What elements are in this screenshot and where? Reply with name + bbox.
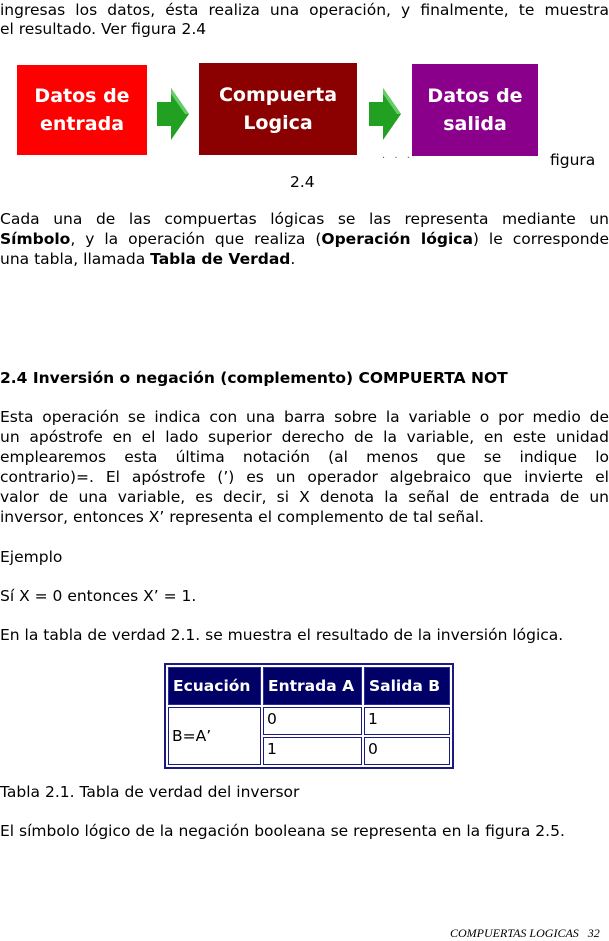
decorative-dots: . . . [382,150,413,161]
table-row [168,707,450,735]
arrow-right-icon [369,88,401,140]
table-header-row [168,667,450,705]
figure-caption-word: figura [550,151,596,169]
para2-line-2: un apóstrofe en el lado superior derecho de la variable, en este unidad [0,428,609,446]
para3-line: En la tabla de verdad 2.1. se muestra el resultado de la inversión lógica. [0,626,564,644]
output-cell: 0 [364,737,450,765]
para2-line-5: valor de una variable, es decir, si X denota la señal de entrada de un [0,488,609,506]
output-box-line-1: Datos de [427,85,523,107]
para1-text: una tabla, llamada [0,250,151,268]
table-caption: Tabla 2.1. Tabla de verdad del inversor [0,783,300,801]
output-box-line-2: salida [443,113,507,135]
equation-cell: B=A’ [168,707,261,765]
example-label: Ejemplo [0,548,63,566]
truth-table [164,663,454,769]
input-cell: 1 [263,737,362,765]
para1-line-2 [0,229,609,249]
para1-text: , y la operación que realiza ( [70,230,322,248]
input-box-line-2: entrada [39,113,125,135]
para2-line-4: contrario)=. El apóstrofe (’) es un operador algebraico que invierte el [0,468,609,486]
header-ecuacion: Ecuación [168,667,261,705]
logic-gate-box [199,63,357,155]
output-cell: 1 [364,707,450,735]
section-heading: 2.4 Inversión o negación (complemento) COMPUERTA NOT [0,369,508,387]
gate-box-line-1: Compuerta [218,84,338,106]
intro-line-1: ingresas los datos, ésta realiza una operación, y finalmente, te muestra [0,1,609,19]
para4-line: El símbolo lógico de la negación booleana se representa en la figura 2.5. [0,822,565,840]
para2-line-3: emplearemos esta última notación (al menos que se indique lo [0,448,609,466]
gate-box-line-2: Logica [243,112,313,134]
header-salida-b: Salida B [364,667,450,705]
footer-title: COMPUERTAS LOGICAS [450,926,579,940]
para2-line-1: Esta operación se indica con una barra sobre la variable o por medio de [0,408,609,426]
example-statement: Sí X = 0 entonces X’ = 1. [0,587,197,605]
arrow-right-icon [157,88,189,140]
header-entrada-a: Entrada A [263,667,362,705]
page-footer [450,926,600,941]
input-data-box [17,65,147,155]
para1-text: . [290,250,296,268]
output-data-box [412,64,538,156]
para2-line-6: inversor, entonces X’ representa el complemento de tal señal. [0,508,484,526]
intro-line-2: el resultado. Ver figura 2.4 [0,20,207,38]
term-simbolo: Símbolo [0,230,71,248]
page-number: 32 [587,926,600,940]
input-cell: 0 [263,707,362,735]
input-box-line-1: Datos de [34,85,130,107]
para1-line-1: Cada una de las compuertas lógicas se las representa mediante un [0,210,609,228]
term-tabla-de-verdad: Tabla de Verdad [150,250,291,268]
figure-caption-number: 2.4 [290,173,315,191]
para1-line-3 [0,249,609,269]
para1-text: ) le corresponde [472,230,609,248]
term-operacion-logica: Operación lógica [321,230,473,248]
